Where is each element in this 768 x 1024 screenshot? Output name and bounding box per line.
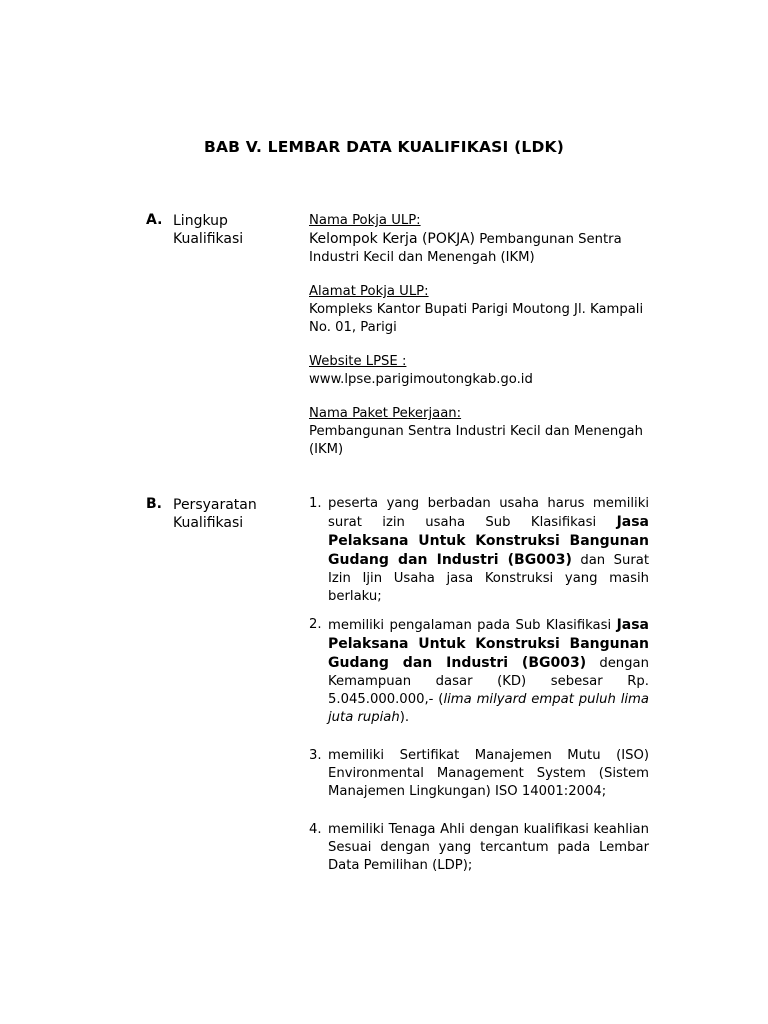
nama-pokja-label: Nama Pokja ULP: [309, 213, 421, 228]
list-item-text: dan Surat Izin Ijin Usaha jasa Konstruksi yang masih berlaku; [328, 553, 649, 604]
website-value: www.lpse.parigimoutongkab.go.id [309, 372, 533, 387]
list-item-text: memiliki Tenaga Ahli dengan kualifikasi keahlian Sesuai dengan yang tercantum pada Lembar Data Pemilihan (LDP); [328, 822, 649, 873]
section-a-content [309, 212, 649, 459]
nama-pokja-value [309, 230, 649, 267]
section-b-label-line1: Persyaratan [173, 497, 257, 513]
alamat-value: Kompleks Kantor Bupati Parigi Moutong Jl. Kampali No. 01, Parigi [309, 302, 644, 335]
list-item [309, 495, 649, 606]
section-b-letter: B. [146, 496, 162, 512]
nama-pokja-rest: Pembangunan Sentra Industri Kecil dan Menengah (IKM) [309, 232, 622, 265]
section-a-letter: A. [146, 212, 163, 228]
list-item-text: ). [399, 710, 410, 725]
list-item-text: memiliki pengalaman pada Sub Klasifikasi [328, 618, 617, 633]
list-item-number: 1. [309, 496, 322, 511]
section-b-label-line2: Kualifikasi [173, 515, 244, 531]
section-b-label [173, 496, 257, 532]
website-label: Website LPSE : [309, 354, 407, 369]
page-title: BAB V. LEMBAR DATA KUALIFIKASI (LDK) [203, 138, 565, 156]
section-a-label-line2: Kualifikasi [173, 231, 244, 247]
list-item-number: 4. [309, 822, 322, 837]
nama-pokja-bold: Kelompok Kerja (POKJA) [309, 231, 475, 247]
list-item-bold-text: Jasa Pelaksana Untuk Konstruksi Bangunan Gudang dan Industri (BG003) [328, 617, 649, 671]
paket-label: Nama Paket Pekerjaan: [309, 406, 462, 421]
list-item [309, 821, 649, 875]
list-item [309, 616, 649, 727]
alamat-label: Alamat Pokja ULP: [309, 284, 429, 299]
list-item-italic-text: lima milyard empat puluh lima juta rupiah [328, 692, 649, 725]
paket-value: Pembangunan Sentra Industri Kecil dan Menengah (IKM) [309, 424, 643, 457]
list-item-number: 3. [309, 748, 322, 763]
list-item [309, 747, 649, 801]
list-item-bold-text: Jasa Pelaksana Untuk Konstruksi Bangunan Gudang dan Industri (BG003) [328, 514, 649, 568]
list-item-text: memiliki Sertifikat Manajemen Mutu (ISO) Environmental Management System (Sistem Manajemen Lingkungan) ISO 14001:2004; [328, 748, 649, 799]
list-item-text: peserta yang berbadan usaha harus memiliki surat izin usaha Sub Klasifikasi [328, 496, 649, 530]
section-a-label [173, 212, 243, 248]
section-a-label-line1: Lingkup [173, 213, 228, 229]
section-b-content [309, 495, 649, 875]
list-item-text: dengan Kemampuan dasar (KD) sebesar Rp. 5.045.000.000,- ( [328, 656, 649, 707]
list-item-number: 2. [309, 617, 322, 632]
